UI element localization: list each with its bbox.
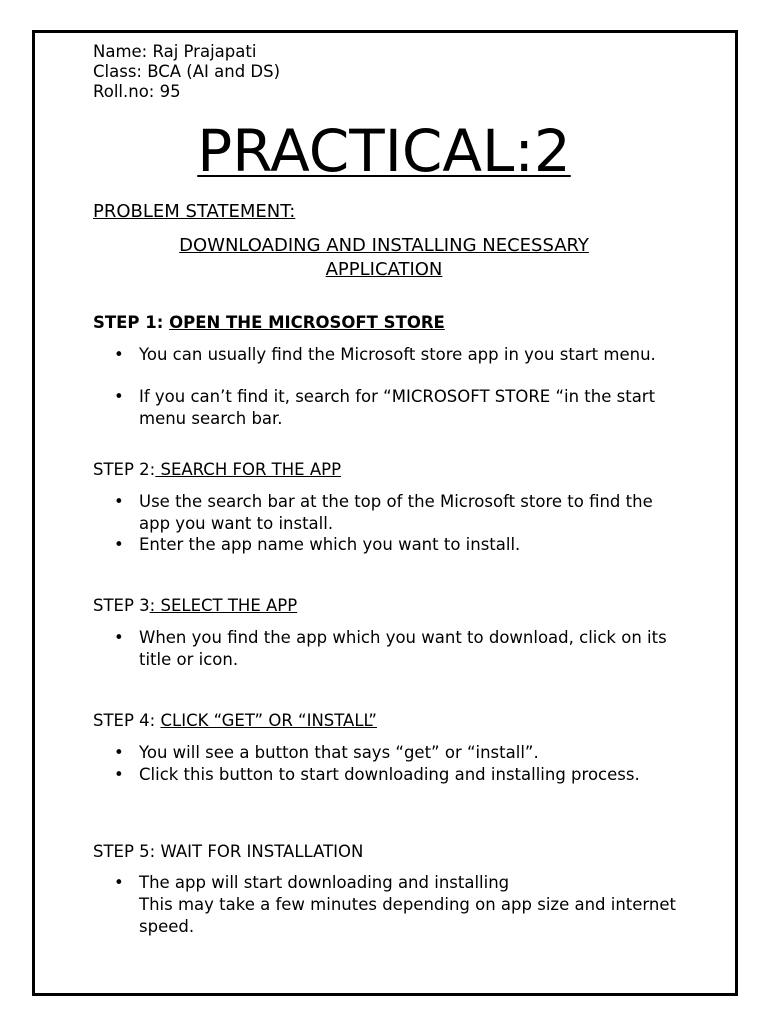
bullet-icon: • xyxy=(114,628,124,647)
step-2-label: STEP 2: xyxy=(93,460,156,479)
step-3-title: : SELECT THE APP xyxy=(149,596,298,615)
bullet-icon: • xyxy=(114,387,124,406)
step-5-bullet-1-text: The app will start downloading and installing xyxy=(139,873,510,892)
bullet-icon: • xyxy=(114,743,124,762)
student-roll: Roll.no: 95 xyxy=(93,82,181,101)
step-5-heading xyxy=(93,842,363,862)
problem-statement-line-1: DOWNLOADING AND INSTALLING NECESSARY xyxy=(179,235,589,256)
problem-statement-label: PROBLEM STATEMENT: xyxy=(93,201,296,222)
step-1-bullet-2-text: If you can’t find it, search for “MICROSOFT STORE “in the start menu search bar. xyxy=(139,387,656,428)
step-3-heading xyxy=(93,596,297,616)
step-2-bullet-1-text: Use the search bar at the top of the Microsoft store to find the app you want to install. xyxy=(139,492,653,533)
step-4-heading xyxy=(93,711,377,731)
student-class: Class: BCA (AI and DS) xyxy=(93,62,281,81)
step-4-bullet-1-text: You will see a button that says “get” or “install”. xyxy=(139,743,539,762)
step-2-bullet-2-text: Enter the app name which you want to install. xyxy=(139,535,521,554)
step-1-heading xyxy=(93,313,445,333)
step-5-label: STEP 5: WAIT FOR INSTALLATION xyxy=(93,842,364,861)
bullet-icon: • xyxy=(114,535,124,554)
step-2-heading xyxy=(93,460,341,480)
step-1-title: OPEN THE MICROSOFT STORE xyxy=(169,313,445,332)
step-3-bullet-1-text: When you find the app which you want to download, click on its title or icon. xyxy=(139,628,667,669)
step-4-label: STEP 4: xyxy=(93,711,161,730)
step-4-bullet-2-text: Click this button to start downloading and installing process. xyxy=(139,765,640,784)
step-4-title: CLICK “GET” OR “INSTALL” xyxy=(160,711,377,730)
step-3-label: STEP 3 xyxy=(93,596,150,615)
bullet-icon: • xyxy=(114,345,124,364)
step-5-bullet-continuation-text: This may take a few minutes depending on app size and internet speed. xyxy=(139,895,676,936)
page-title: PRACTICAL:2 xyxy=(197,117,571,185)
problem-statement-line-2: APPLICATION xyxy=(325,259,443,280)
bullet-icon: • xyxy=(114,492,124,511)
step-2-title: SEARCH FOR THE APP xyxy=(155,460,342,479)
step-1-label: STEP 1: xyxy=(93,313,170,332)
bullet-icon: • xyxy=(114,765,124,784)
student-name: Name: Raj Prajapati xyxy=(93,42,257,61)
step-1-bullet-1-text: You can usually find the Microsoft store app in you start menu. xyxy=(139,345,656,364)
bullet-icon: • xyxy=(114,873,124,892)
